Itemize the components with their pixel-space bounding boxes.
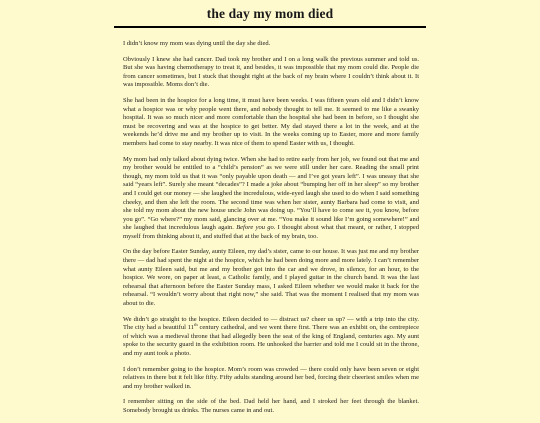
paragraph-3: She had been in the hospice for a long time, it must have been weeks. I was fifteen years old and I didn’t know what a hospice was or why people went there, and nobody thought to tell me. It seemed to me like a swanky hospital. It was so much nicer and more comfortable than the hospital she had been in before, so I thought she must be recovering and was at the hospice to get better. My dad stayed there a lot in the week, and at the weekends he’d drive me and my brother up to visit. In the weeks coming up to Easter, more and more family members had come to stay nearby. It was nice of them to spend Easter with us, I thought. [123, 96, 419, 147]
paragraph-6 [123, 316, 419, 359]
paragraph-7: I don’t remember going to the hospice. Mom’s room was crowded — there could only have been seven or eight relatives in there but it felt like fifty. Fifty adults standing around her bed, forcing their cheeriest smiles when me and my brother walked in. [123, 365, 419, 390]
article-body [123, 40, 419, 423]
paragraph-4 [123, 156, 419, 242]
title-divider [114, 26, 426, 28]
paragraph-6-text-end: century cathedral, and we went there first. There was an exhibit on, the centrepiece of which was a medieval throne that had allegedly been the seat of the king of England, centuries ago. My aunt spoke to the security guard in the exhibition room. He unhooked the barrier and told me I could sit in the throne, and my aunt took a photo. [123, 324, 419, 357]
paragraph-4-text-end: I thought about what that meant, or rather, I stopped myself from thinking about it, and stuffed that at the back of my brain, too. [123, 224, 419, 240]
ordinal-suffix: th [194, 322, 198, 328]
paragraph-6-text: We didn’t go straight to the hospice. Eileen decided to — distract us? cheer us up? — with a trip into the city. The city had a beautiful 11 [123, 315, 419, 332]
paragraph-2: Obviously I knew she had cancer. Dad took my brother and I on a long walk the previous summer and told us. But she was having chemotherapy to treat it, and besides, it was impossible that my mom could die. People die from cancer sometimes, but I stuck that thought right at the back of my brain where I couldn’t think about it. It was impossible. Moms don’t die. [123, 55, 419, 89]
page-title: the day my mom died [206, 6, 334, 21]
paragraph-4-emphasis: Before you go. [236, 224, 276, 232]
paragraph-1: I didn’t know my mom was dying until the day she died. [123, 40, 271, 47]
paragraph-5: On the day before Easter Sunday, aunty Eileen, my dad’s sister, came to our house. It was just me and my brother there — dad had spent the night at the hospice, which he had been doing more and more lately. I can’t remember what aunty Eileen said, but me and my brother got into the car and we drove, in silence, for an hour, to the hospice. We wore, on paper at least, a Catholic family, and I played guitar in the church band. It was the last rehearsal that afternoon before the Easter Sunday mass, I asked Eileen whether we would make it back for the rehearsal. “I wouldn’t worry about that right now,” she said. That was the moment I realised that my mom was about to die. [123, 248, 419, 308]
title-block [0, 0, 540, 23]
paragraph-4-text: My mom had only talked about dying twice. When she had to retire early from her job, we found out that me and my brother would be entitled to a “child’s pension” as we were still under her care. Reading the small print though, my mom told us that it was “only payable upon death — and I’ve got years left”. I was uneasy that she said “years left”. Surely she meant “decades”? I made a joke about “bumping her off in her sleep” so my brother and I could get our money — she laughed the incredulous, wide-eyed laugh she used to do when I said something cheeky, and then she left the room. The second time was when her sister, aunty Barbara had come to visit, and she told my mom about the new house uncle John was doing up. “You’ll have to come see it, you know, before you go”. “Go where?” my mom said, glancing over at me. “You make it sound like I’m going somewhere!” and she laughed that incredulous laugh again. [123, 155, 419, 232]
paragraph-8: I remember sitting on the side of the bed. Dad held her hand, and I stroked her feet through the blanket. Somebody brought us drinks. The nurses came in and out. [123, 398, 419, 414]
